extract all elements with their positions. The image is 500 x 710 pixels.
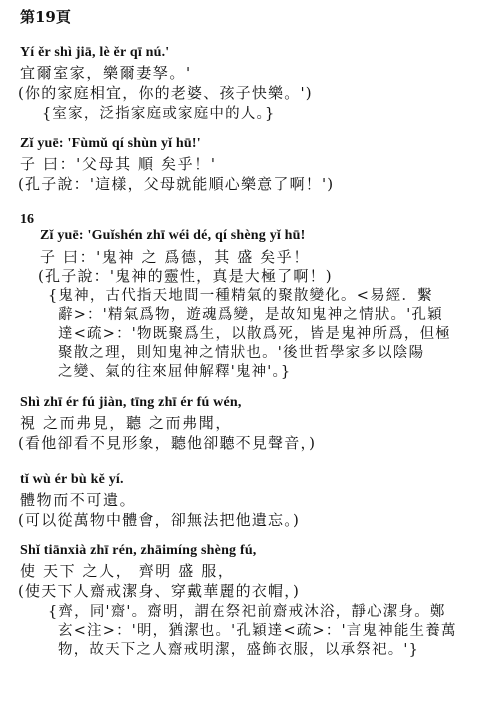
annotation-line: 達<疏>：'物既聚爲生，以散爲死，皆是鬼神所爲，但極: [58, 326, 451, 342]
pinyin-line: Zǐ yuē: 'Fùmǔ qí shùn yǐ hū!': [20, 136, 201, 151]
translation: (可以從萬物中體會，卻無法把他遺忘。): [18, 511, 301, 529]
annotation: {室家，泛指家庭或家庭中的人。}: [42, 106, 276, 122]
page-header: 第19頁: [20, 8, 71, 26]
pinyin-line: Shǐ tiānxià zhī rén, zhāimíng shèng fú,: [20, 543, 257, 558]
translation: (看他卻看不見形象，聽他卻聽不見聲音，): [18, 434, 317, 452]
translation: (孔子說：'這樣，父母就能順心樂意了啊！'): [18, 175, 335, 193]
pinyin-line: Zǐ yuē: 'Guǐshén zhī wéi dé, qí shèng yǐ hū!: [40, 228, 306, 243]
chinese-text: 宜爾室家，樂爾妻孥。': [20, 64, 192, 82]
section-number: 16: [20, 212, 34, 227]
pinyin-line: Shì zhī ér fú jiàn, tīng zhī ér fú wén,: [20, 395, 242, 410]
chinese-text: 體物而不可遺。: [20, 491, 137, 509]
annotation-line: 物，故天下之人齋戒明潔，盛飾衣服，以承祭祀。'}: [58, 642, 420, 658]
annotation-line: 辭>：'精氣爲物，遊魂爲變，是故知鬼神之情狀。'孔穎: [58, 307, 443, 323]
annotation-line: 之變、氣的往來屈伸解釋'鬼神'。}: [58, 364, 292, 380]
pinyin-line: Yí ěr shì jiā, lè ěr qī nú.': [20, 45, 170, 60]
pinyin-line: tǐ wù ér bù kě yí.: [20, 472, 124, 487]
annotation-line: 玄<注>：'明，猶潔也。'孔穎達<疏>：'言鬼神能生養萬: [58, 623, 457, 639]
annotation-line: {齊，同'齋'。齋明，謂在祭祀前齋戒沐浴，靜心潔身。鄭: [48, 604, 446, 620]
translation: (使天下人齋戒潔身、穿戴華麗的衣帽，): [18, 582, 301, 600]
chinese-text: 子 曰：'父母其 順 矣乎！': [20, 155, 217, 173]
annotation-line: {鬼神，古代指天地間一種精氣的聚散變化。<易經．繫: [48, 288, 433, 304]
chinese-text: 視 之而弗見，聽 之而弗聞，: [20, 414, 232, 432]
annotation-line: 聚散之理，則知鬼神之情狀也。'後世哲學家多以陰陽: [58, 345, 425, 361]
chinese-text: 使 天下 之人， 齊明 盛 服，: [20, 562, 235, 580]
translation: (你的家庭相宜，你的老婆、孩子快樂。'): [18, 84, 313, 102]
chinese-text: 子 曰：'鬼神 之 爲德，其 盛 矣乎！: [40, 248, 310, 266]
translation: (孔子說：'鬼神的靈性，真是大極了啊！): [38, 267, 333, 285]
